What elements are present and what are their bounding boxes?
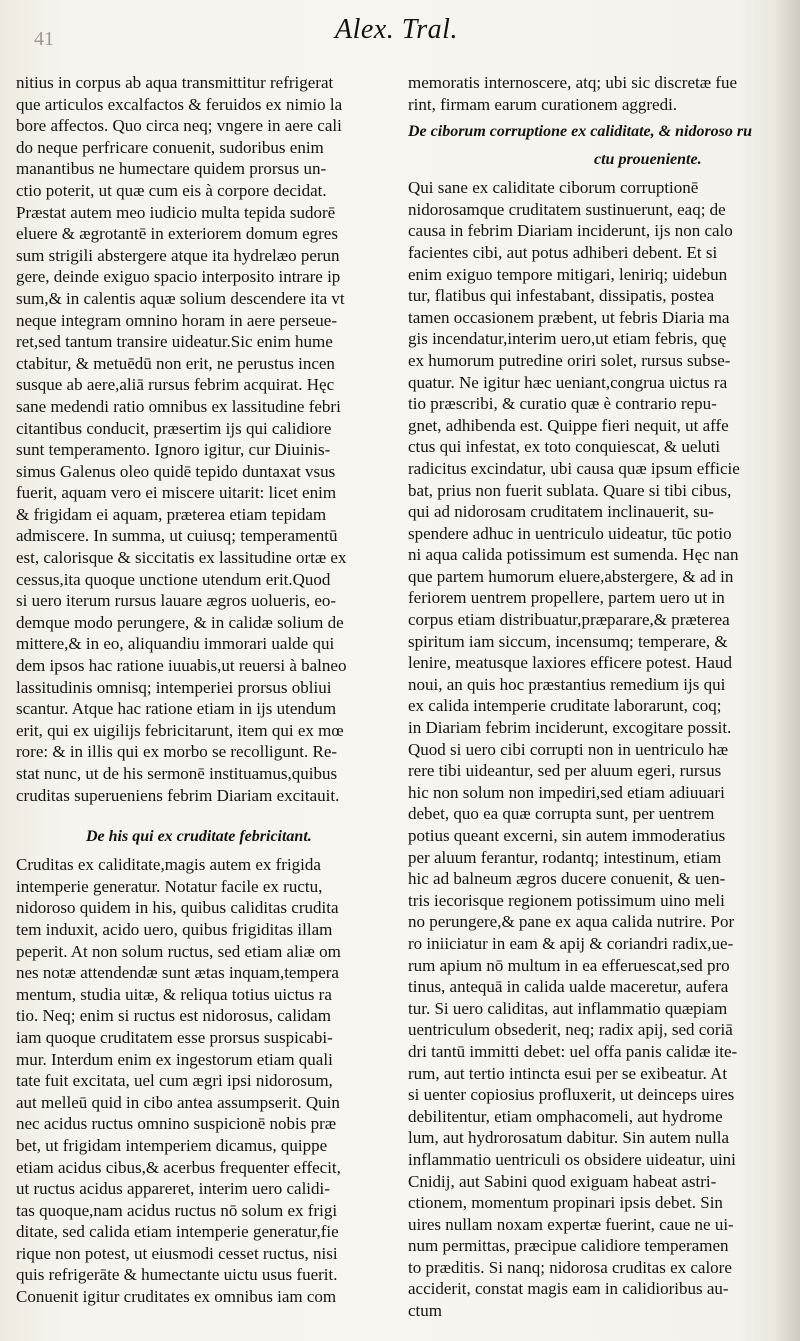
text-line: hic non solum non impediri,sed etiam adiuuari (408, 782, 725, 802)
text-line: gis incendatur,interim uero,ut etiam febris, quę (408, 329, 727, 349)
text-line: ditate, sed calida etiam intemperie generatur,fie (16, 1222, 339, 1242)
text-line: Quod si uero cibi corrupti non in uentriculo hæ (408, 739, 729, 759)
text-line: to præditis. Si nanq; nidorosa cruditas ex calore (408, 1257, 732, 1277)
text-line: cessus,ita quoque unctione utendum erit.Quod (16, 569, 331, 589)
text-line: tamen occasionem præbent, ut febris Diaria ma (408, 307, 730, 327)
text-line: ctus qui infestat, ex toto conquiescat, & ueluti (408, 437, 721, 457)
text-line: feriorem uentrem propellere, partem uero ut in (408, 588, 725, 608)
section-heading-ciborum-line2: ctu proueniente. (594, 151, 702, 169)
text-line: iam quoque cruditatem esse prorsus suspicabi- (16, 1027, 333, 1047)
text-line: acciderit, constat magis eam in calidioribus au- (408, 1279, 729, 1299)
text-line: do neque perfricare conuenit, sudoribus enim (16, 137, 324, 157)
running-head: Alex. Tral. (335, 14, 458, 45)
section-heading-cruditate: De his qui ex cruditate febricitant. (86, 828, 312, 846)
text-line: uentriculum obsederit, neq; radix apij, sed coriā (408, 1020, 733, 1040)
text-line: quis refrigerāte & humectante uictu usus fuerit. (16, 1265, 338, 1285)
text-line: Cruditas ex caliditate,magis autem ex frigida (16, 855, 321, 875)
text-line: memoratis internoscere, atq; ubi sic discretæ fue (408, 73, 738, 92)
text-line: tem induxit, acido uero, quibus frigiditas illam (16, 919, 333, 939)
text-line: rique non potest, ut eiusmodi cesset ructus, nisi (16, 1243, 338, 1263)
text-line: scantur. Atque hac ratione etiam in ijs utendum (16, 699, 337, 719)
text-line: eluere & ægrotantē in exteriorem domum egres (16, 224, 338, 244)
text-line: bet, ut frigidam intemperiem dicamus, quippe (16, 1135, 328, 1155)
text-line: erit, qui ex uigilijs febricitarunt, item qui ex mœ (16, 720, 344, 740)
text-line: peperit. At non solum ructus, sed etiam aliæ om (16, 941, 341, 961)
text-line: ex calida intemperie cruditate laborarunt, coq; (408, 696, 722, 716)
text-line: & frigidam ei aquam, præterea etiam tepidam (16, 504, 327, 524)
text-line: rum, aut tertio intincta esui per se exibeatur. At (408, 1063, 728, 1083)
corner-mark: 41 (34, 28, 54, 50)
text-line: tinus, antequā in calida ualde maceretur, aufera (408, 977, 729, 997)
text-line: Conuenit igitur cruditates ex omnibus iam com (16, 1287, 337, 1307)
text-line: bore affectos. Quo circa neq; vngere in aere cali (16, 116, 342, 136)
text-line: susque ab aere,aliā rursus febrim acquirat. Hęc (16, 375, 335, 395)
text-line: rint, firmam earum curationem aggredi. (408, 94, 678, 114)
text-line: demque modo perungere, & in calidæ solium de (16, 612, 344, 632)
text-line: nes notæ attendendæ sunt ætas inquam,tempera (16, 963, 339, 983)
text-line: per aluum ferantur, rodantq; intestinum, etiam (408, 847, 722, 867)
text-line: rore: & in illis qui ex morbo se recolligunt. Re- (16, 742, 338, 762)
text-line: in Diariam febrim inciderunt, excogitare possit. (408, 718, 732, 738)
text-line: lenire, meatusque laxiores efficere potest. Haud (408, 653, 732, 673)
text-line: nitius in corpus ab aqua transmittitur refrigerat (16, 73, 334, 92)
text-line: sum strigili abstergere atque ita hydrelæo perun (16, 245, 340, 265)
text-line: Qui sane ex caliditate ciborum corruptionē (408, 178, 699, 198)
text-line: stat nunc, ut de his sermonē instituamus,quibus (16, 764, 338, 783)
text-line: sunt temperamento. Ignoro igitur, cur Diuinis- (16, 440, 331, 460)
text-line: si uero iterum rursus lauare ægros uolueris, eo- (16, 591, 337, 611)
text-line: causa in febrim Diariam inciderunt, ijs non calo (408, 221, 733, 241)
left-column (16, 72, 396, 1308)
text-line: corpus etiam distribuatur,præparare,& præterea (408, 610, 730, 630)
text-line: bat, prius non fuerit sublata. Quare si tibi cibus, (408, 480, 732, 500)
text-line: debilitentur, etiam omphacomeli, aut hydrome (408, 1106, 723, 1126)
text-line: debet, quo ea quæ corrupta sunt, per uentrem (408, 804, 715, 824)
text-line: dem ipsos hac ratione iuuabis,ut reuersi à balneo (16, 656, 347, 676)
text-line: rere tibi uideantur, sed per aluum egeri, rursus (408, 761, 722, 781)
text-line: ro iniiciatur in eam & apij & coriandri radix,ue- (408, 933, 734, 953)
text-line: noui, an quis hoc præstantius remedium ijs qui (408, 674, 726, 694)
text-line: tas quoque,nam acidus ructus nō solum ex frigi (16, 1200, 338, 1220)
text-line: lum, aut hydrorosatum dabitur. Sin autem nulla (408, 1128, 730, 1148)
text-line: nec acidus ructus omnino suspicionē nobis præ (16, 1114, 337, 1134)
text-line: nidoroso quidem in his, quibus caliditas crudita (16, 898, 339, 918)
section-heading-ciborum-line1: De ciborum corruptione ex caliditate, & nidoroso ru (408, 123, 753, 141)
text-line: spendere adhuc in uentriculo uideatur, tūc potio (408, 523, 732, 543)
text-line: quatur. Ne igitur hæc ueniant,congrua uictus ra (408, 372, 728, 392)
text-line: sane medendi ratio omnibus ex lassitudine febri (16, 396, 341, 416)
text-line: simus Galenus oleo quidē tepido duntaxat vsus (16, 461, 336, 481)
text-line: intemperie generatur. Notatur facile ex ructu, (16, 876, 323, 896)
text-line: Cnidij, aut Sabini quod exiguam habeat astri- (408, 1171, 717, 1191)
text-line: mentum, studia uitæ, & reliqua totius uictus ra (16, 984, 332, 1004)
text-line: est, calorisque & siccitatis ex lassitudine ortæ ex (16, 548, 347, 568)
text-line: si uenter copiosius profluxerit, ut deinceps uires (408, 1085, 735, 1105)
spacer (16, 806, 396, 820)
text-line: tur. Si uero caliditas, aut inflammatio quæpiam (408, 998, 728, 1018)
text-line: hic ad balneum ægros ducere conuenit, & uen- (408, 869, 726, 889)
text-line: uires nullam noxam expertæ fuerint, caue ne ui- (408, 1214, 734, 1234)
text-line: num permittas, præcipue calidiore temperamen (408, 1236, 729, 1256)
text-line: admiscere. In summa, ut cuiusq; temperamentū (16, 526, 338, 546)
text-line: no perungere,& pane ex aqua calida nutrire. Por (408, 912, 735, 932)
text-line: citantibus conducit, præsertim ijs qui calidiore (16, 418, 332, 438)
text-line: ni aqua calida potissimum est sumenda. Hęc nan (408, 545, 739, 565)
text-line: sum,& in calentis aquæ solium descendere ita vt (16, 288, 345, 308)
text-line: ret,sed tantum transire uideatur.Sic enim hume (16, 332, 333, 352)
text-line: tris iecorisque regionem potissimum uino meli (408, 890, 725, 910)
text-line: que partem humorum eluere,abstergere, & ad in (408, 566, 734, 586)
left-paragraph-1 (16, 72, 396, 806)
text-line: tur, flatibus qui infestabant, dissipatis, postea (408, 286, 715, 306)
text-line: enim exiguo tempore mitigari, leniriq; uidebun (408, 264, 728, 284)
text-line: ex humorum putredine oriri solet, rursus subse- (408, 350, 731, 370)
text-line: nidorosamque cruditatem sustinuerunt, eaq; de (408, 199, 726, 219)
text-line: que articulos excalfactos & feruidos ex nimio la (16, 94, 343, 114)
text-line: tio præscribi, & curatio quæ è contrario repu- (408, 394, 717, 414)
text-line: mittere,& in eo, aliquandiu immorari ualde qui (16, 634, 335, 654)
text-line: etiam acidus cibus,& acerbus frequenter effecit, (16, 1157, 341, 1177)
text-line: ctabitur, & metuēdū non erit, ne perustus incen (16, 353, 335, 373)
right-paragraph-1 (408, 72, 780, 115)
text-line: gnet, adhibenda est. Quippe fieri nequit, ut affe (408, 415, 729, 435)
text-line: ctionem, momentum propinari ipsis debet. Sin (408, 1193, 723, 1213)
text-line: spiritum iam siccum, incensumq; temperare, & (408, 631, 728, 651)
text-line: facientes cibi, aut potus adhiberi debent. Et si (408, 242, 718, 262)
text-line: tio. Neq; enim si ructus est nidorosus, calidam (16, 1006, 331, 1026)
left-paragraph-2 (16, 854, 396, 1307)
text-line: ctio poterit, ut quæ cum eis à corpore decidat. (16, 180, 327, 200)
text-line: manantibus ne humectare quidem prorsus un- (16, 159, 327, 179)
text-line: lassitudinis omnisq; intemperiei prorsus obliui (16, 677, 332, 697)
text-line: inflammatio uentriculi os obsidere uideatur, uini (408, 1149, 736, 1169)
text-line: ut ructus acidus appareret, interim uero calidi- (16, 1179, 330, 1199)
text-line: rum apium nō multum in ea efferuescat,sed pro (408, 955, 730, 975)
text-line: radicitus excindatur, ubi causa quæ ipsum efficie (408, 458, 740, 478)
text-line: neque integram omnino horam in aere perseue- (16, 310, 337, 330)
text-line: fuerit, aquam vero ei miscere uitarit: licet enim (16, 483, 337, 503)
text-line: gere, deinde exiguo spacio interposito intrare ip (16, 267, 341, 287)
text-line: ctum (408, 1301, 442, 1321)
right-column (408, 72, 780, 1322)
text-line: aut melleū quid in cibo antea assumpserit. Quin (16, 1092, 340, 1112)
text-line: qui ad nidorosam cruditatem inclinauerit, su- (408, 502, 714, 522)
right-paragraph-2 (408, 177, 780, 1321)
text-line: mur. Interdum enim ex ingestorum etiam quali (16, 1049, 333, 1069)
text-line: Præstat autem meo iudicio multa tepida sudorē (16, 202, 336, 222)
text-line: tate fuit excitata, uel cum ægri ipsi nidorosum, (16, 1071, 333, 1091)
text-line: cruditas superueniens febrim Diariam excitauit. (16, 785, 340, 805)
text-line: dri tantū immitti debet: uel offa panis calidæ ite- (408, 1041, 738, 1061)
text-line: potius queant excerni, sin autem immoderatius (408, 826, 726, 845)
